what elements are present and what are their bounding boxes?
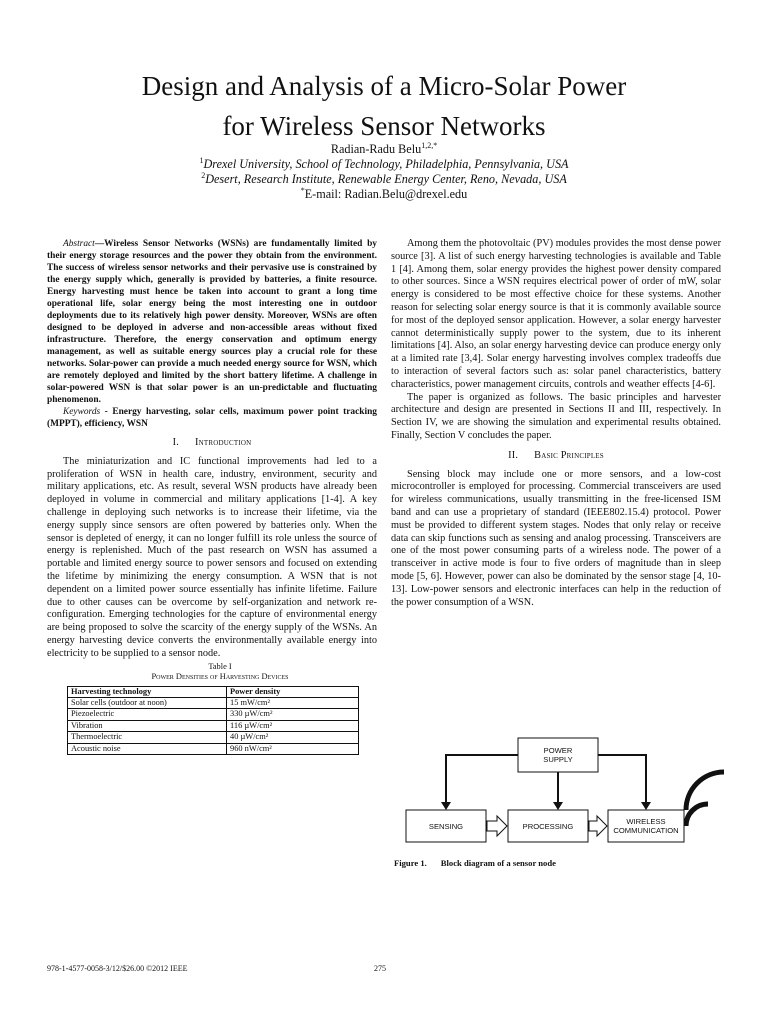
right-paragraph-2: The paper is organized as follows. The basic principles and harvester architecture and design are presented in Sections II and III, respectively. In Section IV, we are showing the simulation and experimental results obtained. Finally, Section V concludes the paper. (391, 391, 721, 441)
table-cell: 15 mW/cm² (227, 697, 359, 708)
table-row (68, 732, 359, 743)
title-line-2: for Wireless Sensor Networks (222, 111, 546, 141)
table-header-cell: Harvesting technology (68, 686, 227, 697)
table-caption: Power Densities of Harvesting Devices (151, 671, 289, 681)
email-sup: * (300, 185, 305, 195)
section-heading-basic-principles (391, 450, 721, 463)
affiliation-2 (40, 172, 728, 187)
power-label-line-2: SUPPLY (543, 755, 573, 764)
table-header-row (68, 686, 359, 697)
right-column (391, 238, 721, 609)
table-cell: Piezoelectric (68, 709, 227, 720)
left-column (47, 238, 377, 755)
table-cell: 330 µW/cm² (227, 709, 359, 720)
power-density-table (67, 686, 359, 755)
arrow-to-processing (553, 802, 563, 810)
table-block (47, 662, 377, 755)
wireless-label-line-2: COMMUNICATION (613, 826, 679, 835)
keywords (47, 406, 377, 430)
title-line-1: Design and Analysis of a Micro-Solar Power (141, 71, 627, 101)
aff1-sup: 1 (199, 155, 204, 165)
sensing-label: SENSING (428, 822, 464, 831)
table-cell: Thermoelectric (68, 732, 227, 743)
paper-title (40, 66, 728, 146)
page-number: 275 (374, 964, 386, 973)
aff2-sup: 2 (201, 170, 206, 180)
copyright-footer: 978-1-4577-0058-3/12/$26.00 ©2012 IEEE (47, 964, 188, 973)
basic-principles-paragraph: Sensing block may include one or more sensors, and a low-cost microcontroller is employed for processing. Commercial transceivers are used for wireless communications, usually transmitting in the free-licensed ISM band and can use a proprietary of standard (IEEE802.15.4) protocol. Power must be provided to different system stages. Nodes that only relay or receive data can skip functions such as sensing and analog processing. Transceivers are one of the most power consuming parts of a wireless node. The power of a transceiver in active mode is four to five orders of magnitude than in sleep mode [5, 6]. However, power can also be dominated by the sensor stage [4, 10-13]. Low-power sensors and electronic interfaces can help in the reduction of the power consumption of a WSN. (391, 468, 721, 608)
table-row (68, 697, 359, 708)
aff2-text: Desert, Research Institute, Renewable Energy Center, Reno, Nevada, USA (205, 172, 567, 186)
table-cell: 960 nW/cm² (227, 743, 359, 754)
arrow-to-sensing (441, 802, 451, 810)
power-label-line-1: POWER (543, 746, 573, 755)
right-paragraph-1: Among them the photovoltaic (PV) modules provides the most dense power source [3]. A list of such energy harvesting technologies is available and Table 1 [4]. Among them, solar energy provides the highest power density compared to other sources. Since a WSN requires electrical power of order of mW, solar energy is considered to be most effective choice for these systems. Another reason for selecting solar energy source is that it is commonly available source for most of the deployed sensor application. However, a solar energy harvester cannot deterministically supply power to the system, due to its inherent limitations [4]. Also, an solar energy harvesting device can produce energy only at a limited rate [3,4]. Solar energy harvesting involves complex tradeoffs due to interaction of several factors such as: solar panel characteristics, battery characteristics, power management circuits, controls and weather effects [4-6]. (391, 238, 721, 390)
author-email-line (40, 187, 728, 202)
processing-label: PROCESSING (522, 822, 574, 831)
table-header-cell: Power density (227, 686, 359, 697)
table-cell: 116 µW/cm² (227, 720, 359, 731)
abstract-label: Abstract (63, 239, 95, 249)
author-block (40, 142, 728, 202)
power-line-right (598, 755, 646, 808)
table-cell: Acoustic noise (68, 743, 227, 754)
table-row (68, 743, 359, 754)
wireless-communication-label (604, 817, 688, 835)
keywords-label: Keywords (63, 407, 101, 417)
table-cell: Vibration (68, 720, 227, 731)
section-1-title: Introduction (195, 437, 252, 448)
keywords-text: - Energy harvesting, solar cells, maximum power point tracking (MPPT), efficiency, WSN (47, 407, 377, 429)
power-supply-label (518, 746, 598, 764)
section-1-number: I. (172, 437, 179, 448)
antenna-icon (686, 772, 724, 826)
affiliation-1 (40, 157, 728, 172)
table-cell: Solar cells (outdoor at noon) (68, 697, 227, 708)
abstract (47, 238, 377, 406)
section-2-title: Basic Principles (534, 449, 604, 461)
author-email: E-mail: Radian.Belu@drexel.edu (304, 187, 468, 201)
table-label: Table I (208, 661, 232, 671)
author-name-sup: 1,2,* (421, 140, 438, 150)
arrow-sensing-to-processing (487, 816, 507, 836)
table-row (68, 709, 359, 720)
section-2-number: II. (508, 449, 519, 461)
power-line-left (446, 755, 518, 808)
author-name: Radian-Radu Belu (330, 142, 422, 156)
table-row (68, 720, 359, 731)
wireless-label-line-1: WIRELESS (626, 817, 666, 826)
table-cell: 40 µW/cm² (227, 732, 359, 743)
intro-paragraph: The miniaturization and IC functional improvements had led to a proliferation of WSN in health care, industry, environment, security and military applications, etc. As result, several WSN products have already been deployed in volume in commercial and military applications [1-4]. A key challenge in deploying such networks is to increase their lifetime, via the energy supply since sensors are often powered by batteries only. When the sensor is depleted of energy, it can no longer fulfill its role unless the source of energy is replenished. Much of the past research on WSN has assumed a portable and limited energy source to power sensors and focused on extending the lifetime by minimizing the energy consumption. A WSN that is not dependent on a limited power source essentially has infinite lifetime. Failure due to other causes can be overcome by self-organization and network re-configuration. Emerging technologies for the capture of environmental energy are being proposed to solve the scarcity of the energy supply of the WSNs. An energy harvesting device converts the environmentally available energy into electricity to be supplied to a sensor node. (47, 455, 377, 659)
arrow-to-wireless (641, 802, 651, 810)
aff1-text: Drexel University, School of Technology, Philadelphia, Pennsylvania, USA (203, 157, 569, 171)
author-name-line (40, 142, 728, 157)
section-heading-introduction (47, 437, 377, 450)
figure-caption-label: Figure 1. (394, 858, 427, 868)
figure-caption (394, 858, 556, 868)
figure-caption-text: Block diagram of a sensor node (440, 858, 556, 868)
abstract-text: —Wireless Sensor Networks (WSNs) are fundamentally limited by their energy storage resources and the power they obtain from the environment. The success of wireless sensor networks and their pervasive use is constrained by the energy supply which, generally is provided by batteries, a finite resource. Energy harvesting must hence be taken into account to grant a long time operational life, solar energy being the most interesting one in outdoor deployments due to its relatively high power density. Moreover, WSNs are often designed to be deployed in adverse and non-accessible areas without fixed infrastructure. Therefore, the energy conservation and optimum energy management, as well as suitable energy sources play a crucial role for these networks. Solar-power can provide a much needed energy source for WSN, which are remotely deployed and limited by the short battery lifetime. A challenge in solar-powered WSN is that solar power is an un-predictable and fluctuating phenomenon. (47, 239, 377, 405)
